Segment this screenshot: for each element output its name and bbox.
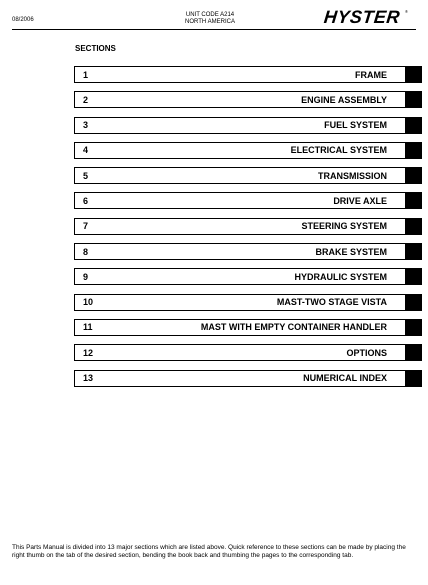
section-tab-11[interactable] bbox=[74, 319, 422, 336]
section-tab-12[interactable] bbox=[74, 344, 422, 361]
section-tab-3[interactable] bbox=[74, 117, 422, 134]
section-tab-2[interactable] bbox=[74, 91, 422, 108]
section-tab-8[interactable] bbox=[74, 243, 422, 260]
section-tab-6[interactable] bbox=[74, 192, 422, 209]
thumb-tab-marker[interactable] bbox=[405, 344, 422, 361]
thumb-tab-marker[interactable] bbox=[405, 117, 422, 134]
section-number: 4 bbox=[83, 145, 89, 156]
thumb-tab-marker[interactable] bbox=[405, 268, 422, 285]
thumb-tab-marker[interactable] bbox=[405, 370, 422, 387]
section-title: ELECTRICAL SYSTEM bbox=[290, 145, 387, 156]
section-tab-4[interactable] bbox=[74, 142, 422, 159]
section-number: 8 bbox=[83, 246, 89, 257]
section-tab-1[interactable] bbox=[74, 66, 422, 83]
thumb-tab-marker[interactable] bbox=[405, 243, 422, 260]
section-tab-9[interactable] bbox=[74, 268, 422, 285]
section-title: FRAME bbox=[355, 69, 387, 80]
section-title: NUMERICAL INDEX bbox=[303, 373, 387, 384]
section-tab-13[interactable] bbox=[74, 370, 422, 387]
section-title: OPTIONS bbox=[346, 347, 387, 358]
thumb-tab-marker[interactable] bbox=[405, 319, 422, 336]
section-title: STEERING SYSTEM bbox=[301, 221, 387, 232]
unit-code-block bbox=[150, 12, 270, 26]
section-number: 2 bbox=[83, 94, 89, 105]
header-date: 08/2006 bbox=[12, 17, 34, 23]
region: NORTH AMERICA bbox=[185, 19, 235, 25]
section-title: DRIVE AXLE bbox=[333, 195, 387, 206]
thumb-tab-marker[interactable] bbox=[405, 218, 422, 235]
section-title: TRANSMISSION bbox=[317, 170, 387, 181]
section-number: 9 bbox=[83, 271, 89, 282]
section-number: 10 bbox=[83, 297, 94, 308]
footer-note: This Parts Manual is divided into 13 major sections which are listed above. Quick reference to these sections can be made by placing the right thumb on the tab of the desired section, bending the book back and thumbing the pages to the corresponding tab. bbox=[12, 544, 406, 560]
section-title: BRAKE SYSTEM bbox=[315, 246, 387, 257]
section-tab-list bbox=[74, 66, 422, 395]
section-number: 12 bbox=[83, 347, 94, 358]
section-title: HYDRAULIC SYSTEM bbox=[294, 271, 387, 282]
section-number: 1 bbox=[83, 69, 89, 80]
registered-mark: ® bbox=[405, 9, 408, 14]
section-title: ENGINE ASSEMBLY bbox=[301, 94, 387, 105]
section-tab-7[interactable] bbox=[74, 218, 422, 235]
thumb-tab-marker[interactable] bbox=[405, 142, 422, 159]
section-title: FUEL SYSTEM bbox=[324, 120, 387, 131]
header-rule bbox=[12, 29, 416, 30]
sections-heading: SECTIONS bbox=[75, 44, 116, 53]
thumb-tab-marker[interactable] bbox=[405, 192, 422, 209]
thumb-tab-marker[interactable] bbox=[405, 66, 422, 83]
section-tab-10[interactable] bbox=[74, 294, 422, 311]
section-number: 7 bbox=[83, 221, 89, 232]
section-number: 3 bbox=[83, 120, 89, 131]
thumb-tab-marker[interactable] bbox=[405, 294, 422, 311]
section-number: 13 bbox=[83, 373, 94, 384]
section-number: 11 bbox=[83, 322, 93, 333]
thumb-tab-marker[interactable] bbox=[405, 167, 422, 184]
section-tab-5[interactable] bbox=[74, 167, 422, 184]
section-number: 5 bbox=[83, 170, 89, 181]
unit-code: UNIT CODE A214 bbox=[185, 12, 235, 18]
section-title: MAST WITH EMPTY CONTAINER HANDLER bbox=[200, 322, 387, 333]
thumb-tab-marker[interactable] bbox=[405, 91, 422, 108]
section-number: 6 bbox=[83, 195, 89, 206]
brand-logo: HYSTER bbox=[323, 7, 402, 27]
section-title: MAST-TWO STAGE VISTA bbox=[276, 297, 387, 308]
